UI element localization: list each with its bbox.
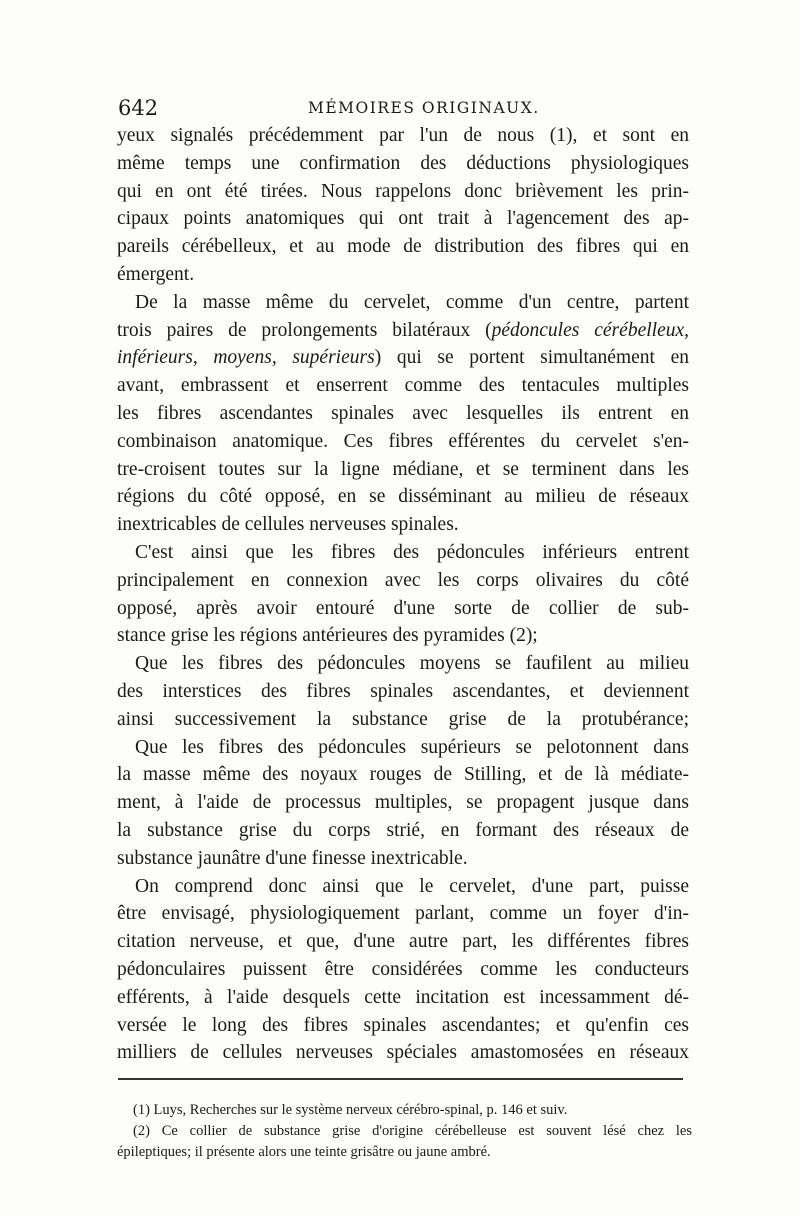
text-line: efférents, à l'aide desquels cette incitation est incessamment dé- [117, 986, 689, 1008]
text-line: milliers de cellules nerveuses spéciales amastomosées en réseaux [117, 1042, 689, 1064]
text-segment: ) qui se portent simultanément en [374, 347, 689, 369]
text-segment: trois paires de prolongements bilatéraux ( [117, 319, 492, 341]
footnote-divider [118, 1078, 683, 1080]
text-line: versée le long des fibres spinales ascendantes; et qu'enfin ces [117, 1014, 689, 1036]
text-line: les fibres ascendantes spinales avec lesquelles ils entrent en [117, 402, 689, 424]
text-line: pédonculaires puissent être considérées comme les conducteurs [117, 958, 689, 980]
page-number: 642 [118, 96, 159, 120]
footnote-line: (1) Luys, Recherches sur le système nerveux cérébro-spinal, p. 146 et suiv. [133, 1102, 568, 1118]
text-line [117, 317, 689, 345]
text-line: régions du côté opposé, en se disséminant au milieu de réseaux [117, 486, 689, 508]
text-line: principalement en connexion avec les corps olivaires du côté [117, 569, 689, 591]
text-line: la substance grise du corps strié, en formant des réseaux de [117, 819, 689, 841]
text-line: yeux signalés précédemment par l'un de nous (1), et sont en [117, 125, 689, 146]
text-line: On comprend donc ainsi que le cervelet, d'une part, puisse [135, 875, 689, 897]
text-line: stance grise les régions antérieures des pyramides (2); [117, 625, 538, 647]
footnotes [117, 1100, 692, 1163]
text-line: C'est ainsi que les fibres des pédoncules inférieurs entrent [135, 541, 689, 563]
text-line: cipaux points anatomiques qui ont trait à l'agencement des ap- [117, 208, 689, 230]
text-line: émergent. [117, 263, 195, 285]
text-line: combinaison anatomique. Ces fibres efférentes du cervelet s'en- [117, 430, 689, 452]
text-line: De la masse même du cervelet, comme d'un centre, partent [135, 291, 689, 313]
running-title: MÉMOIRES ORIGINAUX. [308, 99, 540, 117]
text-line: ment, à l'aide de processus multiples, se propagent jusque dans [117, 792, 689, 814]
text-line: inextricables de cellules nerveuses spinales. [117, 514, 459, 536]
text-line: Que les fibres des pédoncules supérieurs se pelotonnent dans [135, 736, 689, 758]
footnote-line: (2) Ce collier de substance grise d'origine cérébelleuse est souvent lésé chez les [133, 1123, 692, 1139]
text-line [117, 344, 689, 372]
text-line: avant, embrassent et enserrent comme des tentacules multiples [117, 375, 689, 397]
text-line: même temps une confirmation des déductions physiologiques [117, 152, 689, 174]
text-line: la masse même des noyaux rouges de Stilling, et de là médiate- [117, 764, 689, 786]
footnote-line: épileptiques; il présente alors une teinte grisâtre ou jaune ambré. [117, 1144, 491, 1160]
text-line: pareils cérébelleux, et au mode de distribution des fibres qui en [117, 236, 689, 258]
text-line: Que les fibres des pédoncules moyens se faufilent au milieu [135, 653, 689, 675]
italic-term: inférieurs, moyens, supérieurs [117, 347, 375, 369]
text-line: ainsi successivement la substance grise de la protubérance; [117, 708, 689, 730]
italic-term: pédoncules cérébelleux, [491, 319, 689, 341]
body-text [117, 122, 689, 1067]
text-line: substance jaunâtre d'une finesse inextricable. [117, 847, 468, 869]
text-line: opposé, après avoir entouré d'une sorte de collier de sub- [117, 597, 689, 619]
text-line: être envisagé, physiologiquement parlant, comme un foyer d'in- [117, 903, 689, 925]
text-line: qui en ont été tirées. Nous rappelons donc brièvement les prin- [117, 180, 689, 202]
page-header [118, 96, 688, 124]
text-line: tre-croisent toutes sur la ligne médiane, et se terminent dans les [117, 458, 689, 480]
text-line: citation nerveuse, et que, d'une autre part, les différentes fibres [117, 931, 689, 953]
text-line: des interstices des fibres spinales ascendantes, et deviennent [117, 680, 689, 702]
